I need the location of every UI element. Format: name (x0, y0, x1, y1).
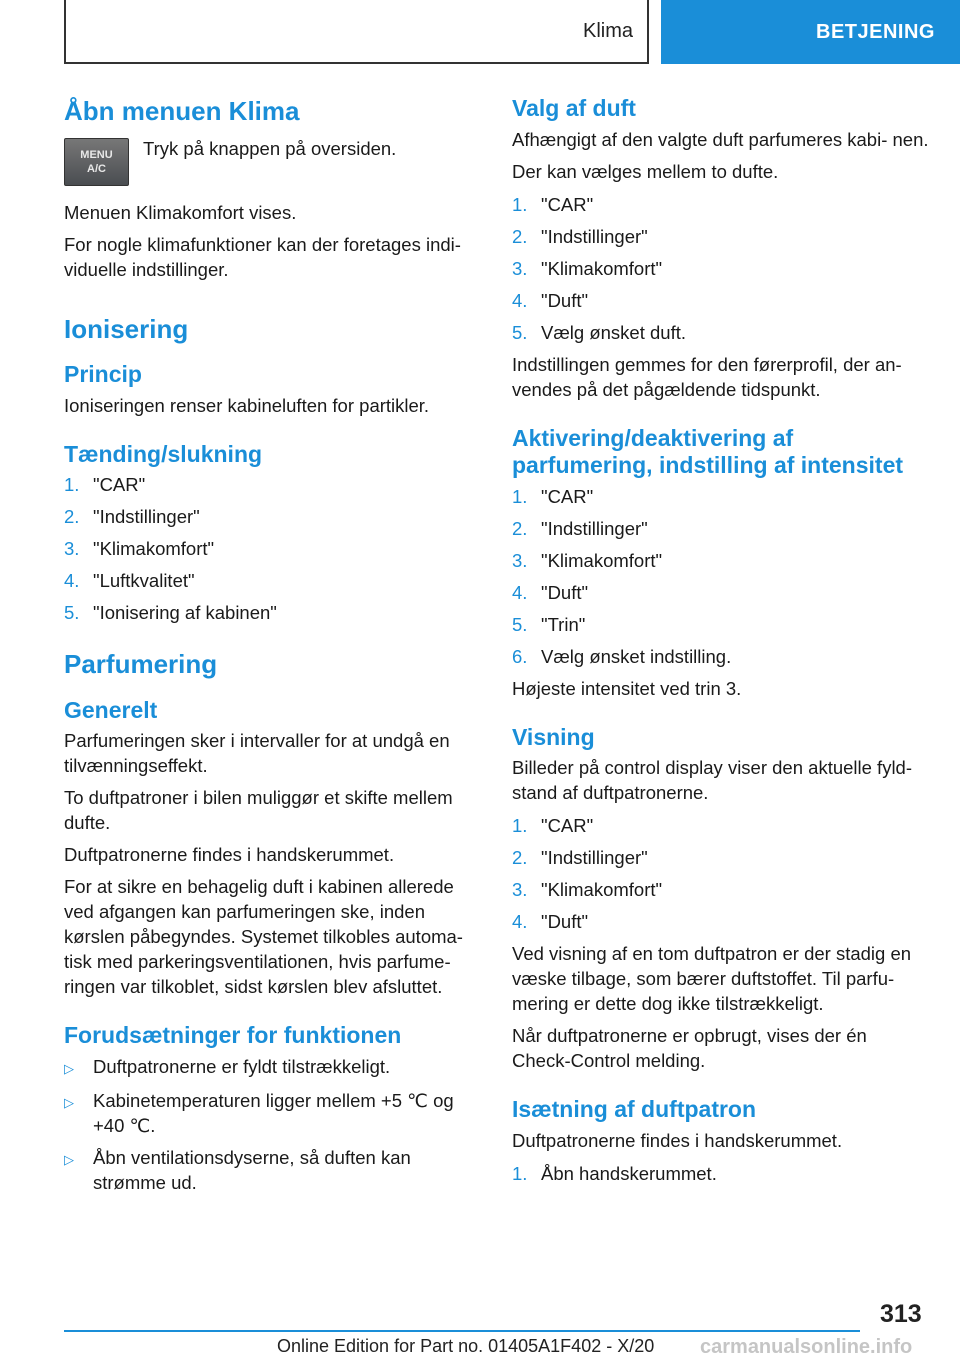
steps-aktivering (512, 484, 930, 669)
header-section-tab (64, 0, 649, 64)
menu-key-line2: A/C (87, 162, 106, 175)
heading-aktivering: Aktivering/deaktivering af parfumering, indstilling af intensitet (512, 424, 904, 479)
paragraph: Højeste intensitet ved trin 3. (512, 677, 742, 699)
list-item: 1. Åbn handskerummet. (512, 1162, 717, 1184)
bullets-forudsaetninger (64, 1054, 480, 1195)
menu-instruction-text: Tryk på knappen på oversiden. (143, 137, 397, 159)
steps-valg (512, 192, 930, 345)
right-column (512, 95, 930, 1193)
paragraph: Indstillingen gemmes for den førerprofil, der an- vendes på det pågældende tidspunkt. (512, 353, 902, 400)
left-column (64, 95, 480, 1202)
list-item: 1. "CAR" (512, 815, 594, 837)
menu-instruction-row (64, 138, 480, 186)
list-item: 2. "Indstillinger" (512, 517, 648, 539)
paragraph: Ioniseringen renser kabineluften for partikler. (64, 394, 430, 416)
list-item: 5. "Ionisering af kabinen" (64, 602, 277, 624)
paragraph: Duftpatronerne findes i handskerummet. (64, 844, 395, 866)
menu-key-line1: MENU (80, 148, 113, 161)
heading-visning: Visning (512, 723, 595, 750)
paragraph: Duftpatronerne findes i handskerummet. (512, 1129, 843, 1151)
list-item: 4. "Duft" (512, 289, 589, 311)
menu-ac-button-icon (64, 138, 129, 186)
heading-princip: Princip (64, 361, 142, 387)
header-chapter-label: BETJENING (816, 20, 935, 43)
steps-visning (512, 813, 930, 934)
footer-divider (64, 1330, 860, 1332)
page-number: 313 (880, 1300, 922, 1328)
paragraph: For nogle klimafunktioner kan der foretages indi- viduelle indstillinger. (64, 233, 461, 280)
list-item: 2. "Indstillinger" (512, 225, 648, 247)
list-item: 4. "Duft" (512, 911, 589, 933)
paragraph: Der kan vælges mellem to dufte. (512, 160, 779, 182)
list-item: 3. "Klimakomfort" (512, 879, 663, 901)
heading-forudsaetninger: Forudsætninger for funktionen (64, 1022, 402, 1049)
list-item: 1. "CAR" (512, 193, 594, 215)
triangle-bullet-icon: ▷ (64, 1060, 74, 1076)
heading-open-climate-menu: Åbn menuen Klima (64, 96, 300, 126)
list-item: 4. "Luftkvalitet" (64, 570, 195, 592)
list-item: 6. Vælg ønsket indstilling. (512, 645, 732, 667)
list-item: 4. "Duft" (512, 581, 589, 603)
steps-taending (64, 472, 480, 625)
list-item: 3. "Klimakomfort" (512, 257, 663, 279)
paragraph: For at sikre en behagelig duft i kabinen allerede ved afgangen kan parfumeringen ske, inden kørslen påbegyndes. Systemet tilkobles automa- tisk med parkeringsventilationen, hvis parfume- ringen var tilkoblet, sidst kørslen blev afsluttet. (64, 876, 463, 998)
paragraph: Ved visning af en tom duftpatron er der stadig en væske tilbage, som bærer duftstoffet. Til parfu- mering er dette dog ikke tilstrækkeligt. (512, 943, 912, 1015)
header-section-label: Klima (582, 19, 633, 42)
footer-edition: Online Edition for Part no. 01405A1F402 - X/20 (277, 1336, 655, 1356)
triangle-bullet-icon: ▷ (64, 1151, 74, 1167)
paragraph: Afhængigt af den valgte duft parfumeres kabi- nen. (512, 128, 929, 150)
paragraph: Når duftpatronerne er opbrugt, vises der én Check-Control melding. (512, 1025, 867, 1072)
steps-isaetning (512, 1161, 930, 1186)
list-item: ▷ Duftpatronerne er fyldt tilstrækkeligt. (64, 1054, 480, 1081)
watermark: carmanualsonline.info (700, 1336, 913, 1358)
heading-parfumering: Parfumering (64, 649, 218, 680)
paragraph: Billeder på control display viser den aktuelle fyld- stand af duftpatronerne. (512, 757, 913, 804)
paragraph: To duftpatroner i bilen muliggør et skifte mellem dufte. (64, 787, 453, 834)
heading-generelt: Generelt (64, 696, 158, 723)
paragraph: Parfumeringen sker i intervaller for at undgå en tilvænningseffekt. (64, 730, 450, 777)
list-item: 5. Vælg ønsket duft. (512, 321, 686, 343)
heading-taending: Tænding/slukning (64, 440, 263, 467)
list-item: 3. "Klimakomfort" (64, 538, 215, 560)
list-item: 5. "Trin" (512, 613, 586, 635)
list-item: 2. "Indstillinger" (512, 847, 648, 869)
header-chapter-tab[interactable] (661, 0, 960, 64)
heading-ionisering: Ionisering (64, 313, 189, 344)
list-item: ▷ Kabinetemperaturen ligger mellem +5 ℃ og +40 ℃. (64, 1089, 454, 1136)
triangle-bullet-icon: ▷ (64, 1094, 74, 1110)
list-item: 1. "CAR" (512, 485, 594, 507)
list-item: ▷ Åbn ventilationsdyserne, så duften kan strømme ud. (64, 1146, 411, 1193)
heading-valg-af-duft: Valg af duft (512, 95, 636, 121)
heading-isaetning: Isætning af duftpatron (512, 1096, 757, 1123)
list-item: 1. "CAR" (64, 474, 146, 496)
list-item: 2. "Indstillinger" (64, 506, 200, 528)
list-item: 3. "Klimakomfort" (512, 549, 663, 571)
paragraph: Menuen Klimakomfort vises. (64, 201, 297, 223)
